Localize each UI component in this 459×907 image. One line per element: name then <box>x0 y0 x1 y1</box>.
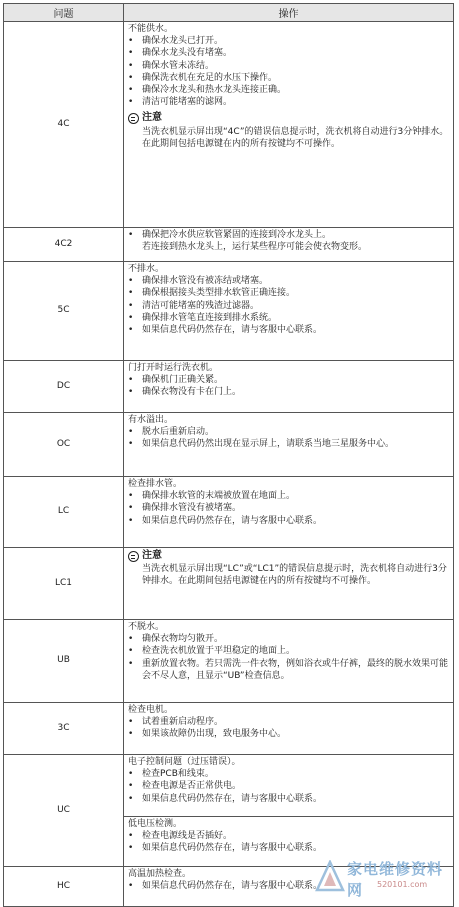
list-item: • 如果信息代码仍然存在，请与客服中心联系。 <box>128 324 449 336</box>
table-row <box>4 228 454 262</box>
list-item: • 确保水龙头没有堵塞。 <box>128 47 449 59</box>
note-text: 当洗衣机显示屏出现“LC”或“LC1”的错误信息提示时，洗衣机将自动进行3分钟排水。在此期间包括电源键在内的所有按键均不可操作。 <box>142 564 447 587</box>
table-row <box>4 22 454 228</box>
list-item: • 确保水龙头已打开。 <box>128 35 449 47</box>
list-item: • 如果该故障仍出现，致电服务中心。 <box>128 728 449 740</box>
list-item: • 如果信息代码仍然存在，请与客服中心联系。 <box>128 880 449 892</box>
table-row <box>4 703 454 755</box>
action-cell <box>124 548 454 620</box>
error-code: HC <box>4 867 124 907</box>
table-row <box>4 620 454 703</box>
header-operation: 操作 <box>124 4 454 22</box>
action-list <box>128 275 449 336</box>
row-heading: 不排水。 <box>128 264 165 274</box>
action-list <box>128 633 449 682</box>
action-list <box>128 830 449 854</box>
action-cell <box>124 477 454 548</box>
row-heading: 不能供水。 <box>128 24 174 34</box>
action-list <box>128 716 449 740</box>
action-list <box>128 768 449 805</box>
action-list <box>128 490 449 527</box>
list-item: • 确保机门正确关紧。 <box>128 374 449 386</box>
header-problem: 问题 <box>4 4 124 22</box>
row-heading: 高温加热检查。 <box>128 869 192 879</box>
list-item: • 确保洗衣机在充足的水压下操作。 <box>128 72 449 84</box>
error-code: LC1 <box>4 548 124 620</box>
sub-note: 若连接到热水龙头上，运行某些程序可能会使衣物变形。 <box>142 242 368 253</box>
error-code: DC <box>4 361 124 413</box>
list-item: • 检查电源线是否插好。 <box>128 830 449 842</box>
list-item: • 确保排水软管的末端被放置在地面上。 <box>128 490 449 502</box>
row-heading: 检查电机。 <box>128 705 174 715</box>
note-text: 当洗衣机显示屏出现“4C”的错误信息提示时，洗衣机将自动进行3分钟排水。在此期间包括电源键在内的所有按键均不可操作。 <box>142 126 449 149</box>
list-item: • 确保衣物没有卡在门上。 <box>128 386 449 398</box>
watermark-text: 家电维修资料网 <box>347 860 444 899</box>
table-row <box>4 361 454 413</box>
list-item: • 确保衣物均匀散开。 <box>128 633 449 645</box>
error-code: 4C <box>4 22 124 228</box>
action-cell <box>124 755 454 817</box>
watermark-logo-icon <box>315 860 345 894</box>
list-item: • 确保水管未冻结。 <box>128 60 449 72</box>
action-cell <box>124 703 454 755</box>
row-heading: 不脱水。 <box>128 622 165 632</box>
row-heading: 检查排水管。 <box>128 479 183 489</box>
list-item: • 清洁可能堵塞的滤网。 <box>128 96 449 108</box>
table-row <box>4 548 454 620</box>
error-code: 5C <box>4 262 124 361</box>
note-icon <box>128 551 139 562</box>
watermark-url: 520101.com <box>377 880 428 889</box>
row-heading: 电子控制问题（过压错误）。 <box>128 757 241 767</box>
list-item: • 确保根据接头类型排水软管正确连接。 <box>128 287 449 299</box>
list-item: • 检查洗衣机放置于平坦稳定的地面上。 <box>128 645 449 657</box>
list-item: • 确保排水管没有被冻结或堵塞。 <box>128 275 449 287</box>
error-code-table <box>3 3 454 907</box>
list-item: • 确保排水管笔直连接到排水系统。 <box>128 312 449 324</box>
list-item: • 确保把冷水供应软管紧固的连接到冷水龙头上。 <box>128 229 449 241</box>
error-code: OC <box>4 413 124 477</box>
note-title: 注意 <box>142 550 162 561</box>
list-item: • 如果信息代码仍然存在，请与客服中心联系。 <box>128 793 449 805</box>
list-item: • 清洁可能堵塞的残渣过滤器。 <box>128 300 449 312</box>
row-heading: 有水溢出。 <box>128 415 174 425</box>
error-code: UB <box>4 620 124 703</box>
list-item: • 如果信息代码仍然存在，请与客服中心联系。 <box>128 842 449 854</box>
watermark <box>305 856 455 900</box>
error-code: 4C2 <box>4 228 124 262</box>
list-item: • 检查电源是否正常供电。 <box>128 780 449 792</box>
action-cell <box>124 228 454 262</box>
table-row <box>4 755 454 817</box>
list-item: • 确保冷水龙头和热水龙头连接正确。 <box>128 84 449 96</box>
action-cell <box>124 413 454 477</box>
table-row <box>4 262 454 361</box>
error-code: 3C <box>4 703 124 755</box>
note-heading <box>128 112 449 124</box>
note-heading <box>128 550 449 562</box>
action-cell <box>124 620 454 703</box>
error-code: UC <box>4 755 124 867</box>
list-item: • 如果信息代码仍然出现在显示屏上，请联系当地三星服务中心。 <box>128 438 449 450</box>
list-item: • 如果信息代码仍然存在，请与客服中心联系。 <box>128 515 449 527</box>
action-list <box>128 229 449 241</box>
table-row <box>4 413 454 477</box>
table-row <box>4 477 454 548</box>
error-code: LC <box>4 477 124 548</box>
list-item: • 脱水后重新启动。 <box>128 426 449 438</box>
list-item: • 检查PCB和线束。 <box>128 768 449 780</box>
list-item: • 重新放置衣物。若只需洗一件衣物，例如浴衣或牛仔裤，最终的脱水效果可能会不尽人意，且显示“UB”检查信息。 <box>128 658 449 682</box>
action-list <box>128 426 449 450</box>
table-header-row <box>4 4 454 22</box>
note-title: 注意 <box>142 112 162 124</box>
list-item: • 确保排水管没有被堵塞。 <box>128 502 449 514</box>
action-cell <box>124 22 454 228</box>
row-heading: 门打开时运行洗衣机。 <box>128 363 219 373</box>
note-icon <box>128 113 139 124</box>
action-cell <box>124 361 454 413</box>
action-list <box>128 35 449 108</box>
action-list <box>128 374 449 398</box>
row-heading: 低电压检测。 <box>128 819 183 829</box>
action-cell <box>124 262 454 361</box>
list-item: • 试着重新启动程序。 <box>128 716 449 728</box>
